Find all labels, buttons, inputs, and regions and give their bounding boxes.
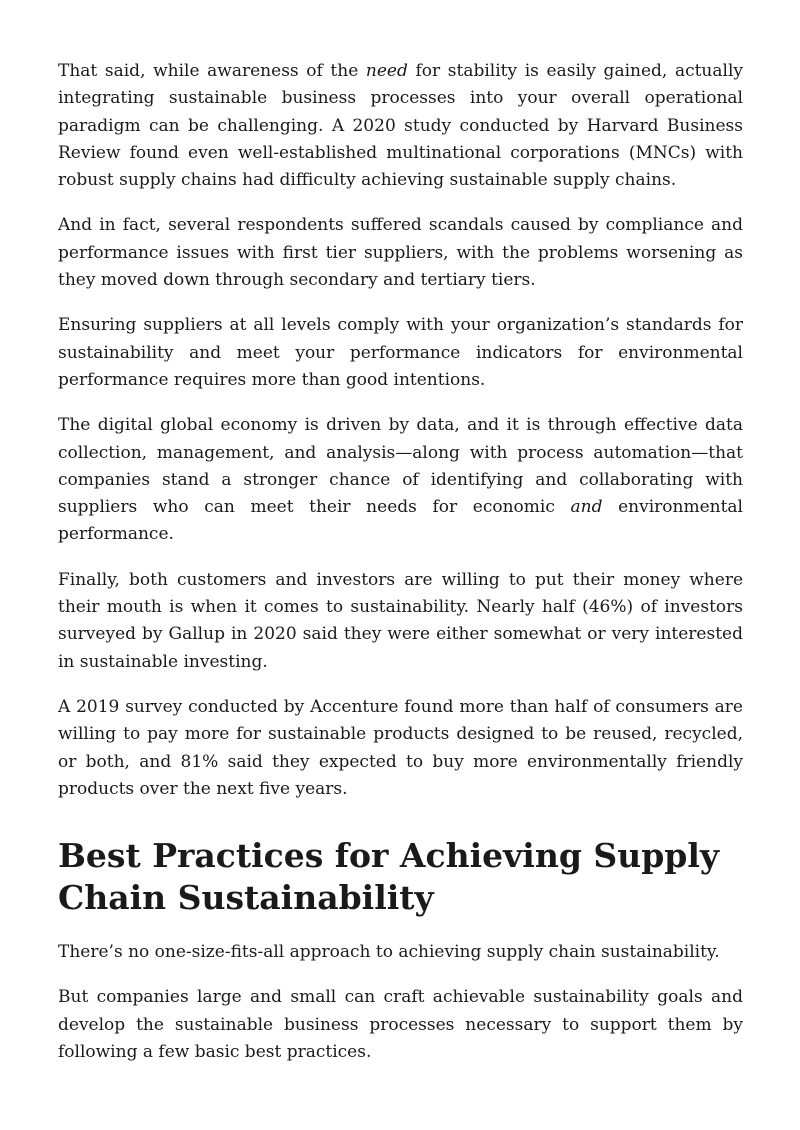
emphasis-text: need (365, 61, 408, 81)
article-body (58, 58, 743, 1084)
paragraph (58, 567, 743, 676)
paragraph (58, 412, 743, 548)
paragraph-text: And in fact, several respondents suffered scandals caused by compliance and performance issues with first tier suppliers, with the problems worsening as they moved down through secondary and tertiary tiers. (58, 215, 743, 291)
emphasis-text: and (570, 497, 603, 518)
paragraph (58, 939, 743, 966)
paragraph-text: Finally, both customers and investors are willing to put their money where their mouth is when it comes to sustainability. Nearly half (46%) of investors surveyed by Gallup in 2020 said they were either somewhat or very interested in sustainable investing. (58, 569, 743, 672)
paragraph-text: A 2019 survey conducted by Accenture found more than half of consumers are willing to pay more for sustainable products designed to be reused, recycled, or both, and 81% said they expected to buy more environmentally friendly products over the next five years. (58, 696, 743, 799)
paragraph-text: environmental performance. (58, 497, 743, 545)
paragraph (58, 212, 743, 294)
paragraph-text: for stability is easily gained, actually integrating sustainable business processes into your overall operational paradigm can be challenging. A 2020 study conducted by Harvard Business Review found even well-established multinational corporations (MNCs) with robust supply chains had difficulty achieving sustainable supply chains. (58, 61, 743, 191)
paragraphs-before-heading (58, 58, 743, 803)
paragraph-text: But companies large and small can craft achievable sustainability goals and develop the sustainable business processes necessary to support them by following a few basic best practices. (58, 987, 743, 1063)
paragraph-text: Ensuring suppliers at all levels comply with your organization’s standards for sustainability and meet your performance indicators for environmental performance requires more than good intentions. (58, 315, 743, 390)
paragraph (58, 58, 743, 194)
paragraph (58, 694, 743, 803)
paragraph-text: That said, while awareness of the (58, 61, 366, 81)
paragraph (58, 312, 743, 394)
section-heading: Best Practices for Achieving Supply Chain Sustainability (58, 836, 720, 918)
paragraph (58, 984, 743, 1066)
paragraph-text: The digital global economy is driven by data, and it is through effective data collection, management, and analysis—along with process automation—that companies stand a stronger chance of identifying and collaborating with suppliers who can meet their needs for economic (58, 415, 743, 518)
paragraph-text: There’s no one-size-fits-all approach to achieving supply chain sustainability. (58, 942, 720, 963)
paragraphs-after-heading (58, 939, 743, 1066)
